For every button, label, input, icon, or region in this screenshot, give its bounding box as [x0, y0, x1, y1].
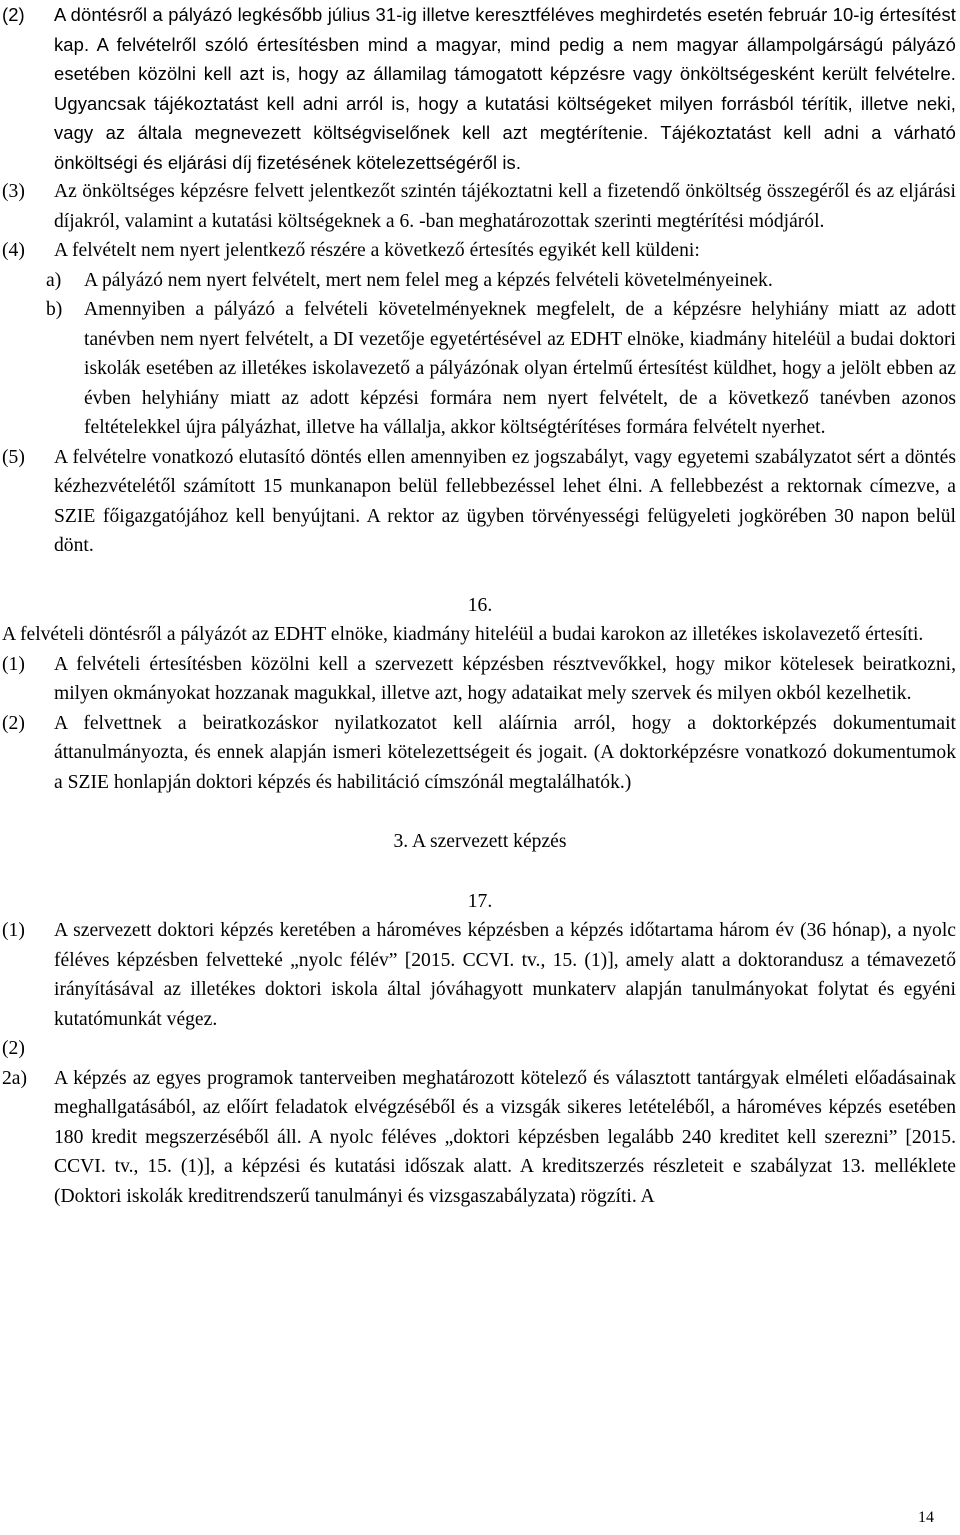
paragraph-text: A felvételt nem nyert jelentkező részére a következő értesítés egyikét kell küldeni: — [54, 240, 700, 261]
list-label: a) — [46, 269, 62, 291]
paragraph-15-2 — [2, 0, 956, 177]
section-heading-16: 16. — [467, 594, 493, 616]
paragraph-17-1 — [2, 916, 956, 1034]
paragraph-15-4 — [2, 236, 956, 266]
page-number: 14 — [918, 1509, 934, 1526]
chapter-title: 3. A szervezett képzés — [393, 831, 567, 852]
paragraph-16-1 — [2, 650, 956, 709]
paragraph-text: A képzés az egyes programok tanterveiben meghatározott kötelező és választott tantárgyak elméleti előadásainak meghallgatásából, az előírt feladatok elvégzéséből és a vizsgák sikeres letételéből, a hároméves képzés esetében 180 kredit megszerzéséből áll. A nyolc féléves „doktori képzésben legalább 240 kreditet kell szerezni” [2015. CCVI. tv., 15. (1)], a képzési és kutatási időszak alatt. A kreditszerzés részleteit e szabályzat 13. melléklete (Doktori iskolák kreditrendszerű tanulmányi és vizsgaszabályzata) rögzíti. A — [54, 1067, 956, 1207]
list-text: Amennyiben a pályázó a felvételi követelményeknek megfelelt, de a képzésre helyhiány miatt az adott tanévben nem nyert felvételt, a DI vezetője egyetértésével az EDHT elnöke, kiadmány hiteléül a budai doktori iskolák esetében az illetékes iskolavezető a pályázónak olyan értelmű értesítést küldhet, hogy a jelölt ebben az évben helyhiány miatt az adott képzési formára nem nyert felvételt, de a következő tanévben azonos feltételekkel újra pályázhat, illetve ha vállalja, akkor költségtérítéses formára felvételt nyerhet. — [84, 299, 956, 438]
paragraph-15-5 — [2, 443, 956, 561]
paragraph-number: (4) — [2, 240, 25, 261]
list-item-b — [46, 295, 956, 443]
paragraph-text: Az önköltséges képzésre felvett jelentkezőt szintén tájékoztatni kell a fizetendő önköltség összegéről és az eljárási díjakról, valamint a kutatási költségeknek a 6. -ban meghatározottak szerinti megtérítési módjáról. — [54, 181, 956, 232]
paragraph-number: 2a) — [2, 1067, 28, 1089]
list-item-a — [46, 266, 956, 296]
paragraph-number: (2) — [2, 4, 25, 25]
paragraph-text: A döntésről a pályázó legkésőbb július 31-ig illetve keresztféléves meghirdetés esetén február 10-ig értesítést kap. A felvételről szóló értesítésben mind a magyar, mind pedig a nem magyar állampolgárságú pályázó esetében közölni kell azt is, hogy az államilag támogatott képzésre vagy önköltségesként került felvételre. Ugyancsak tájékoztatást kell adni arról is, hogy a kutatási költségeket milyen forrásból térítik, illetve neki, vagy az általa megnevezett költségviselőnek kell azt megtérítenie. Tájékoztatást kell adni a várható önköltségi és eljárási díj fizetésének kötelezettségéről is. — [54, 4, 956, 173]
paragraph-text: A szervezett doktori képzés keretében a hároméves képzésben a képzés időtartama három év (36 hónap), a nyolc féléves képzésben felvetteké „nyolc félév” [2015. CCVI. tv., 15. (1)], amely alatt a doktorandusz a témavezető irányításával az illetékes doktori iskola által jóváhagyott munkaterv alapján tanulmányokat folytat és egyéni kutatómunkát végez. — [54, 920, 956, 1030]
paragraph-17-2-number: (2) — [2, 1038, 25, 1059]
paragraph-text: A felvételi értesítésben közölni kell a szervezett képzésben résztvevőkkel, hogy mikor kötelesek beiratkozni, milyen okmányokat hozzanak magukkal, illetve azt, hogy adataikat mely szervek és milyen okból kezelhetik. — [54, 653, 956, 704]
section-heading-17: 17. — [467, 890, 493, 912]
paragraph-17-2a — [2, 1064, 956, 1212]
list-text: A pályázó nem nyert felvételt, mert nem felel meg a képzés felvételi követelményeinek. — [84, 269, 773, 291]
paragraph-number: (5) — [2, 446, 25, 468]
paragraph-16-2 — [2, 709, 956, 798]
list-label: b) — [46, 299, 63, 320]
paragraph-number: (2) — [2, 712, 25, 734]
paragraph-text: A felvételre vonatkozó elutasító döntés ellen amennyiben ez jogszabályt, vagy egyetemi szabályzatot sért a döntés kézhezvételétől számított 15 munkanapon belül fellebbezéssel lehet élni. A fellebbezést a rektornak címezve, a SZIE főigazgatójához kell benyújtani. A rektor az ügyben törvényességi felügyeleti jogkörében 30 napon belül dönt. — [54, 446, 956, 556]
section-16-intro: A felvételi döntésről a pályázót az EDHT elnöke, kiadmány hiteléül a budai karokon az illetékes iskolavezető értesíti. — [2, 624, 924, 645]
paragraph-number: (1) — [2, 920, 25, 941]
paragraph-number: (3) — [2, 181, 25, 202]
paragraph-number: (1) — [2, 653, 25, 675]
paragraph-15-3 — [2, 177, 956, 236]
paragraph-text: A felvettnek a beiratkozáskor nyilatkozatot kell aláírnia arról, hogy a doktorképzés dokumentumait áttanulmányozta, és ennek alapján ismeri kötelezettségeit és jogait. (A doktorképzésre vonatkozó dokumentumok a SZIE honlapján doktori képzés és habilitáció címszónál megtalálhatók.) — [54, 712, 956, 793]
